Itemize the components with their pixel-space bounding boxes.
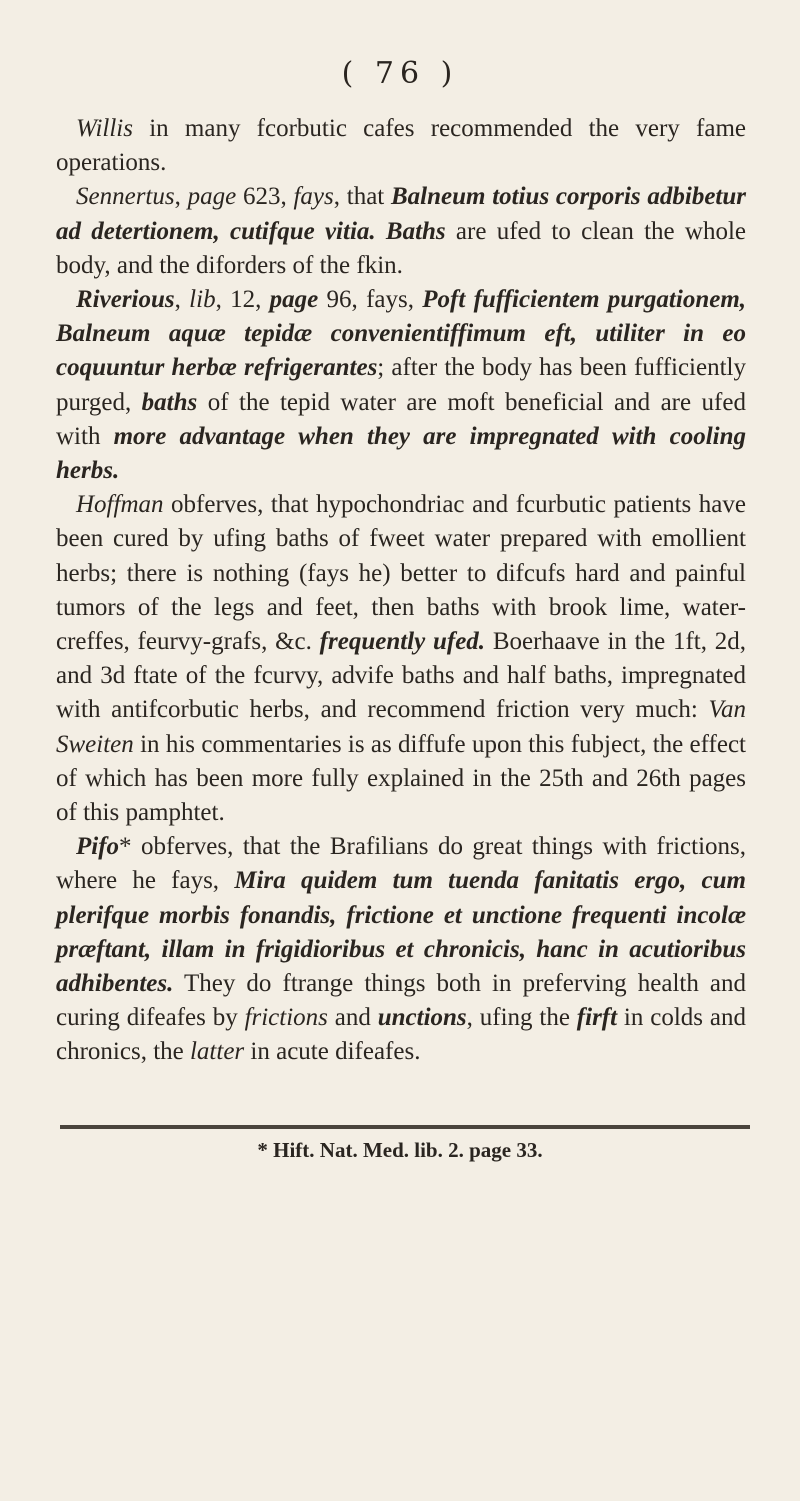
body-text bbox=[56, 112, 746, 1070]
text-segment: , bbox=[174, 183, 188, 211]
paragraph bbox=[56, 488, 746, 830]
text-segment: ; after the body has been fufficiently purged, bbox=[56, 354, 746, 416]
paragraph bbox=[56, 830, 746, 1069]
text-segment: of the tepid water are moft beneficial and are ufed with bbox=[56, 388, 746, 450]
text-segment: frictions bbox=[244, 1004, 328, 1032]
text-segment: Boerhaave in the 1ft, 2d, and 3d ftate of the fcurvy, advife baths and half baths, impregnated with antifcorbutic herbs, and recommend friction very much: bbox=[56, 628, 746, 724]
text-segment: , 12, bbox=[215, 286, 270, 314]
text-segment: page bbox=[187, 183, 237, 211]
page-number: ( 76 ) bbox=[341, 56, 459, 91]
text-segment: Poft fufficientem purgationem, Balneum aquæ tepidæ convenientiffimum eft, utiliter in eo coquuntur herbæ refrigerantes bbox=[56, 286, 747, 382]
text-segment: Baths bbox=[385, 217, 446, 245]
footnote-divider bbox=[60, 1125, 750, 1129]
text-segment: frequently ufed. bbox=[319, 628, 486, 656]
text-segment: Mira quidem tum tuenda fanitatis ergo, cum plerifque morbis fonandis, frictione et unctione frequenti incolæ præftant, illam in frigidioribus et chronicis, hanc in acutioribus adhibentes. bbox=[56, 867, 746, 998]
text-segment: latter bbox=[189, 1038, 245, 1066]
text-segment bbox=[376, 218, 386, 245]
paragraph bbox=[56, 180, 746, 283]
paragraph bbox=[56, 112, 746, 180]
footnote: * Hift. Nat. Med. lib. 2. page 33. bbox=[257, 1138, 543, 1162]
text-segment: unctions bbox=[377, 1004, 467, 1032]
text-segment: Riverious bbox=[76, 286, 175, 314]
text-segment: Sennertus bbox=[76, 183, 175, 211]
text-segment: in acute difeafes. bbox=[244, 1038, 421, 1066]
text-segment: 96, fays, bbox=[318, 286, 423, 314]
text-segment: They do ftrange things both in preferving health and curing difeafes by bbox=[56, 970, 746, 1032]
text-segment: obferves, that hypochondriac and fcurbutic patients have been cured by ufing baths of fweet water prepared with emollient herbs; there is nothing (fays he) better to difcufs hard and painful tumors of the legs and feet, then baths with brook lime, water-creffes, feurvy-grafs, &c. bbox=[56, 491, 746, 656]
text-segment: * obferves, that the Brafilians do great things with frictions, where he fays, bbox=[56, 833, 746, 895]
paragraph bbox=[56, 283, 746, 488]
text-segment: in colds and chronics, the bbox=[56, 1004, 746, 1066]
text-segment: are ufed to clean the whole body, and the diforders of the fkin. bbox=[56, 217, 746, 279]
text-segment: page bbox=[269, 286, 319, 314]
text-segment: baths bbox=[141, 388, 198, 416]
text-segment: fays bbox=[293, 183, 334, 211]
text-segment: and bbox=[327, 1004, 378, 1032]
text-segment: , that bbox=[333, 183, 391, 211]
text-segment: lib bbox=[189, 286, 216, 314]
text-segment: in many fcorbutic cafes recommended the very fame operations. bbox=[56, 115, 746, 177]
text-segment: Pifo bbox=[76, 833, 120, 861]
text-segment: Van Sweiten bbox=[56, 696, 746, 758]
text-segment: Willis bbox=[76, 115, 133, 142]
text-segment: Hoffman bbox=[76, 491, 164, 519]
text-segment: , bbox=[174, 286, 190, 314]
text-segment: in his commentaries is as diffufe upon this fubject, the effect of which has been more fully explained in the 25th and 26th pages of this pamphtet. bbox=[56, 730, 746, 827]
text-segment: Balneum totius corporis adbibetur ad detertionem, cutifque vitia. bbox=[56, 183, 747, 245]
text-segment: more advantage when they are impregnated with cooling herbs. bbox=[56, 422, 746, 485]
text-segment: , ufing the bbox=[466, 1004, 577, 1032]
text-segment: firft bbox=[576, 1004, 618, 1032]
text-segment: 623, bbox=[236, 183, 294, 211]
